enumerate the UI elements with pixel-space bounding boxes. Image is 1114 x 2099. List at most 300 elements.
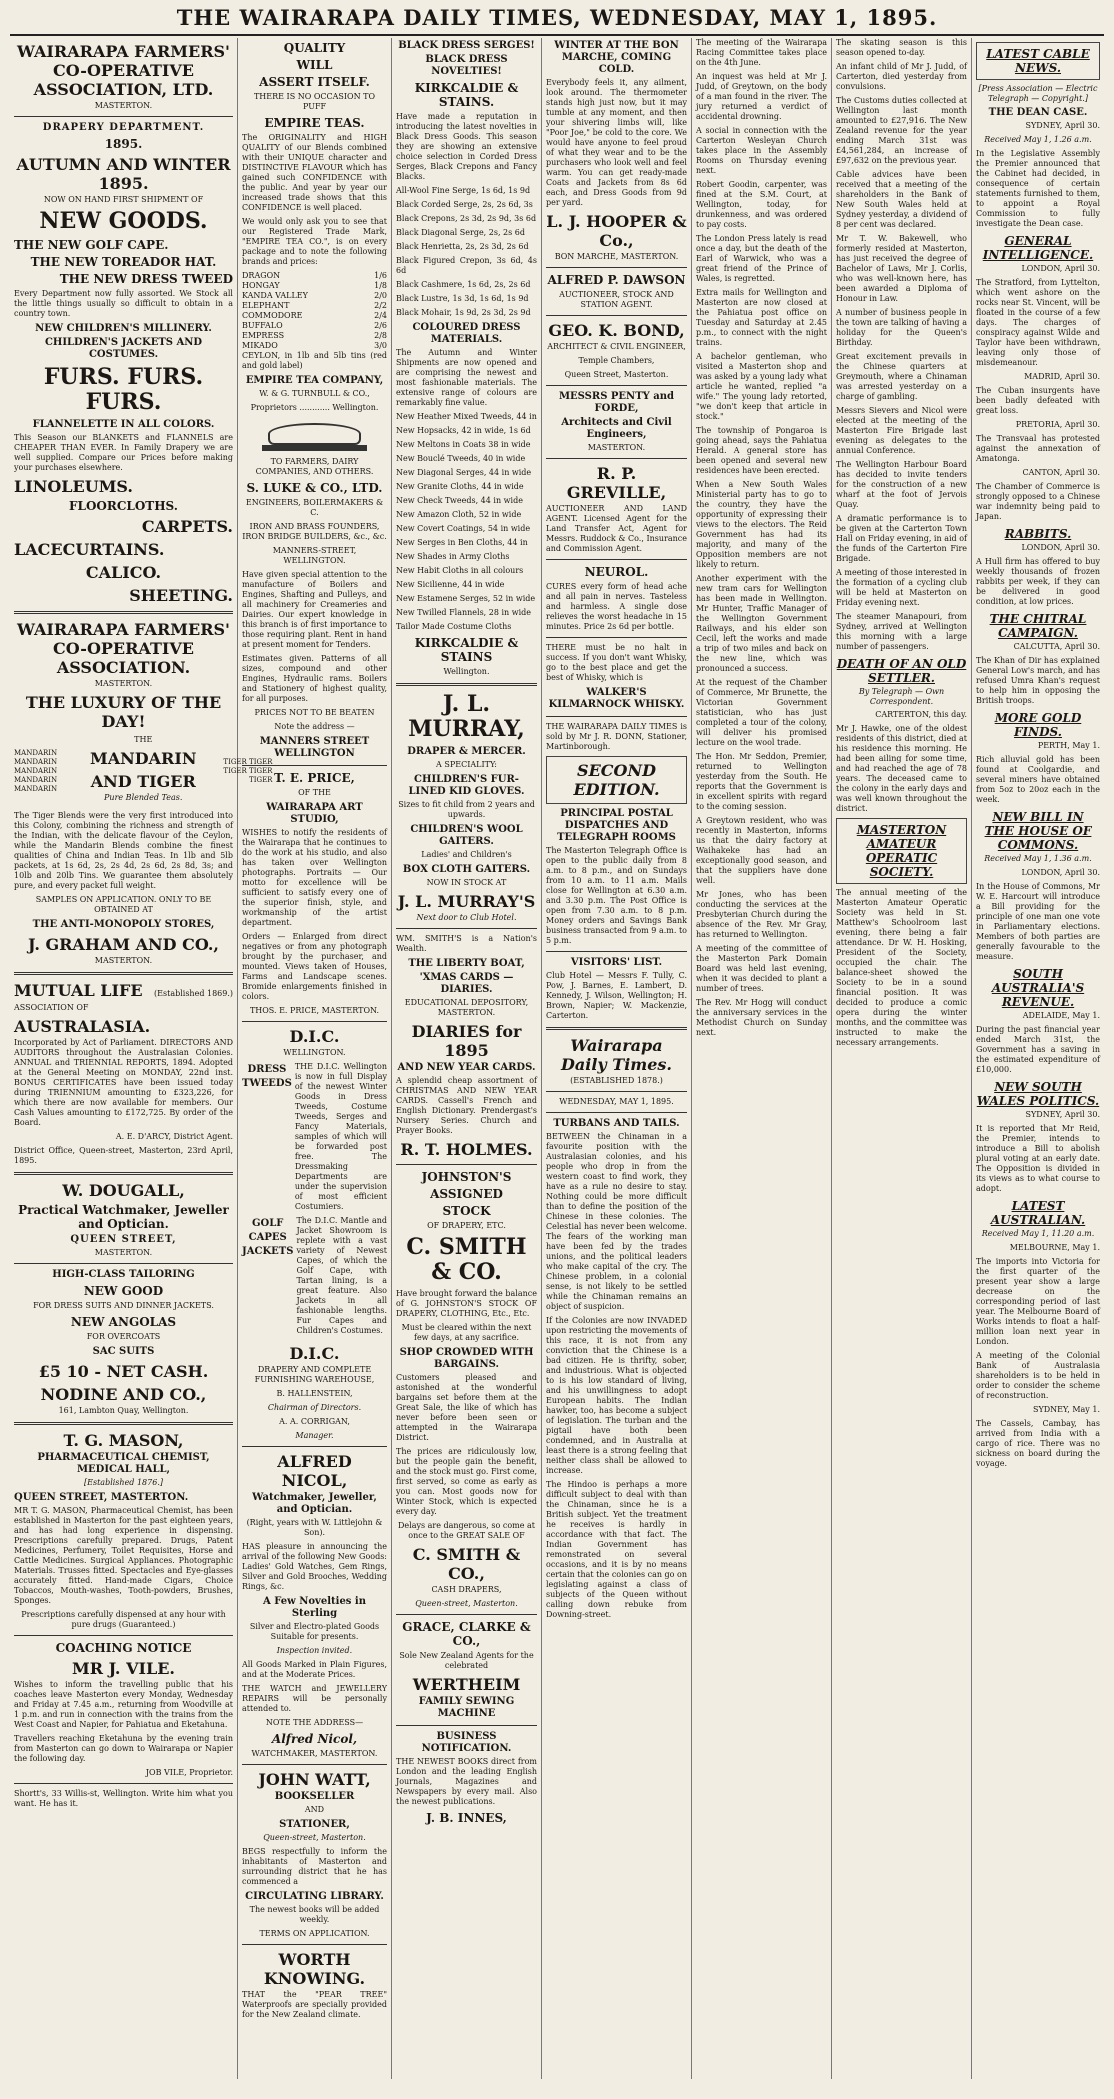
chitral-text: The Khan of Dir has explained General Low's march, and has refused Umra Khan's request to help him in opposing the British troops.: [976, 656, 1100, 705]
smith: C. SMITH & CO.: [406, 1234, 527, 1285]
antimonopoly: THE ANTI-MONOPOLY STORES,: [32, 919, 215, 930]
luxury: THE LUXURY OF THE DAY!: [25, 693, 222, 731]
death-head: DEATH OF AN OLD SETTLER.: [836, 657, 967, 685]
columns: [10, 38, 1104, 2079]
luke-engineers: ENGINEERS, BOILERMAKERS & C.: [245, 498, 384, 517]
luke-founders: IRON AND BRASS FOUNDERS, IRON BRIDGE BUILDERS, &c., &c.: [242, 522, 387, 541]
mason: T. G. MASON,: [63, 1431, 184, 1450]
tea-text: The Tiger Blends were the very first introduced into this Colony, combining the richness and strength of the Indian, with the delicate flavour of the Ceylon, while the Mandarin Blends combine the finest qualities of China and Indian Teas. In 1lb and 5lb packets, at 1s 6d, 2s, 2s 4d, 2s 6d, 2s 8d, 3s; and 10lb and 20lb Tins. We guarantee them absolutely pure, and every packet full weight.: [14, 811, 233, 890]
greville: R. P. GREVILLE,: [566, 464, 667, 502]
tea-price-row: KANDA VALLEY 2/0: [242, 291, 387, 300]
stock: STOCK: [442, 1204, 491, 1218]
millinery: NEW CHILDREN'S MILLINERY.: [35, 323, 212, 334]
tea-title: [90, 735, 196, 807]
news-item: Extra mails for Wellington and Masterton are now closed at the Pahiatua post office on Tuesday and Saturday at 2.45 p.m., to connect with the night trains.: [696, 288, 827, 347]
news-item: A number of business people in the town are talking of having a holiday for the Queen's Birthday.: [836, 308, 967, 347]
every-dept: Every Department now fully assorted. We Stock all the little things usually so difficult to obtain in a country town.: [14, 289, 233, 318]
assert: ASSERT ITSELF.: [259, 75, 370, 89]
col-list-13: New Estamene Serges, 52 in wide: [396, 594, 536, 603]
australasia: AUSTRALASIA.: [14, 1017, 151, 1036]
cable-sub: [Press Association — Electric Telegraph — Copyright.]: [978, 84, 1098, 103]
col-list-15: Tailor Made Costume Cloths: [396, 622, 512, 631]
newspaper-page: [10, 0, 1104, 2079]
will: WILL: [296, 58, 333, 72]
diaries: DIARIES for 1895: [411, 1022, 522, 1060]
col-list-4: New Diagonal Serges, 44 in wide: [396, 468, 532, 477]
news-item: The London Press lately is read once a day, but the death of the Earl of Warwick, who was a great friend of the Prince of Wales, is regretted.: [696, 234, 827, 283]
news-item: Messrs Sievers and Nicol were elected at the meeting of the Masterton Fire Brigade last evening as delegates to the annual Conference.: [836, 406, 967, 455]
divider: [396, 1164, 537, 1165]
innes: J. B. INNES,: [426, 1811, 507, 1825]
farmers-title: WAIRARAPA FARMERS' CO-OPERATIVE ASSOCIATION, LTD.: [17, 42, 230, 99]
samples: SAMPLES ON APPLICATION. ONLY TO BE OBTAINED AT: [35, 895, 212, 914]
dateline: ADELAIDE, May 1.: [1022, 1011, 1100, 1020]
dateline: SYDNEY, April 30.: [1025, 1110, 1100, 1119]
watt-text: BEGS respectfully to inform the inhabitants of Masterton and surrounding district that he has commenced a: [242, 1847, 387, 1886]
studio-text-2: Orders — Enlarged from direct negatives or from any photograph brought by the purchaser, and mounted. Views taken of Houses, Farms and Landscape scenes. Bromide enlargements finished in colors.: [242, 932, 387, 1001]
calico: CALICO.: [85, 563, 162, 582]
second-edition-box: [546, 756, 687, 804]
tea-price-row: DRAGON 1/6: [242, 271, 387, 280]
nodine: NODINE AND CO.,: [40, 1385, 207, 1404]
wertheim-sub: FAMILY SEWING MACHINE: [418, 1696, 515, 1719]
proprietors: Proprietors ............ Wellington.: [250, 403, 379, 412]
furs: FURS. FURS. FURS.: [43, 364, 204, 415]
luke-manners: MANNERS-STREET, WELLINGTON.: [272, 546, 357, 565]
kirkcaldie: KIRKCALDIE & STAINS.: [414, 81, 519, 109]
golf-text: The D.I.C. Mantle and Jacket Showroom is replete with a vast variety of Newest Capes, of which the Golf Cape, with Tartan lining, is a great feature. Also Jackets in all fashionable lengths. Fur Capes and Children's Costumes.: [296, 1216, 387, 1335]
library-text: The newest books will be added weekly.: [249, 1905, 380, 1924]
coloured-text: The Autumn and Winter Shipments are now opened and are comprising the newest and most fashionable materials. The extensive range of colours are remarkably fine value.: [396, 348, 537, 407]
dateline: SYDNEY, April 30.: [1025, 121, 1100, 130]
dougall-trade: Practical Watchmaker, Jeweller and Optician.: [18, 1203, 229, 1231]
sheeting: SHEETING.: [129, 586, 233, 605]
vile: MR J. VILE.: [72, 1659, 175, 1678]
nicol-sign-2: WATCHMAKER, MASTERTON.: [251, 1749, 378, 1758]
dateline: LONDON, April 30.: [1021, 868, 1100, 877]
tea-price-row: HONGAY 1/8: [242, 281, 387, 290]
season: AUTUMN AND WINTER 1895.: [16, 155, 231, 193]
empire-text: The ORIGINALITY and HIGH QUALITY of our Blends combined with their UNIQUE character and DISTINCTIVE FLAVOUR which has gained such CONFIDENCE with the public. And year by year our increased trade shows that this CONFIDENCE is well placed.: [242, 133, 387, 212]
cable-head-box: [976, 42, 1100, 80]
col-list-9: New Serges in Ben Cloths, 44 in: [396, 538, 528, 547]
neurol: NEUROL.: [584, 565, 649, 579]
tea-price-list: [242, 271, 387, 351]
ladies: Ladies' and Children's: [421, 850, 512, 859]
black-list-6: Black Cashmere, 1s 6d, 2s, 2s 6d: [396, 280, 531, 289]
inspection: Inspection invited.: [276, 1646, 353, 1655]
nicol-text: HAS pleasure in announcing the arrival of the following New Goods: Ladies' Gold Watches, Gem Rings, Silver and Gold Brooches, Wedding Rings, &c.: [242, 1542, 387, 1591]
graham: J. GRAHAM AND CO.,: [27, 935, 219, 954]
pear-tree: THAT the "PEAR TREE" Waterproofs are specially provided for the New Zealand climate.: [242, 1990, 387, 2019]
blended: Pure Blended Teas.: [104, 793, 183, 802]
mason-trade: PHARMACEUTICAL CHEMIST, MEDICAL HALL,: [37, 1452, 210, 1475]
divider: [546, 559, 687, 560]
floorcloths: FLOORCLOTHS.: [69, 499, 178, 513]
suit-price: £5 10 - NET CASH.: [38, 1362, 209, 1381]
divider: [14, 116, 233, 117]
news-item: Robert Goodin, carpenter, was fined at the S.M. Court, at Wellington, today, for drunkenness, and was ordered to pay costs.: [696, 180, 827, 229]
death-place: CARTERTON, this day.: [875, 710, 967, 719]
dateline: PERTH, May 1.: [1037, 741, 1100, 750]
farmers-place: MASTERTON.: [94, 101, 153, 110]
empire-co: EMPIRE TEA COMPANY,: [245, 375, 384, 386]
dateline: MELBOURNE, May 1.: [1009, 1243, 1100, 1252]
fur-gloves: CHILDREN'S FUR-LINED KID GLOVES.: [408, 774, 525, 797]
whisky: WALKER'S KILMARNOCK WHISKY.: [548, 687, 685, 710]
dateline: CALCUTTA, April 30.: [1013, 642, 1100, 651]
dic-place: WELLINGTON.: [283, 1048, 346, 1057]
cards-text: A splendid cheap assortment of CHRISTMAS AND NEW YEAR CARDS. Cassell's French and English Dictionary. Prendergast's Nursery Series. Church and Prayer Books.: [396, 1076, 537, 1135]
murray-2: J. L. MURRAY'S: [397, 892, 536, 911]
col-list-12: New Sicilienne, 44 in wide: [396, 580, 505, 589]
latest-text-2: A meeting of the Colonial Bank of Australasia shareholders is to be held in order to consider the scheme of reconstruction.: [976, 1351, 1100, 1400]
col-list-10: New Shades in Army Cloths: [396, 552, 510, 561]
library: CIRCULATING LIBRARY.: [245, 1891, 384, 1902]
diaries-sub: AND NEW YEAR CARDS.: [397, 1062, 536, 1073]
nicol: ALFRED NICOL,: [277, 1452, 352, 1490]
divider: [242, 1021, 387, 1022]
nodine-addr: 161, Lambton Quay, Wellington.: [58, 1406, 189, 1415]
divider: [546, 1091, 687, 1092]
queen-street: QUEEN STREET,: [70, 1234, 177, 1245]
news-item: A meeting of the committee of the Masterton Park Domain Board was held last evening, when it was decided to plant a number of trees.: [696, 944, 827, 993]
engine-illustration: [257, 417, 373, 453]
divider: [396, 1614, 537, 1615]
tea-price-row: ELEPHANT 2/2: [242, 301, 387, 310]
black-list-2: Black Crepons, 2s 3d, 2s 9d, 3s 6d: [396, 214, 537, 223]
of-the: OF THE: [298, 788, 331, 797]
nicol-addr: (Right, years with W. Littlejohn & Son).: [246, 1518, 383, 1537]
winter-text: Everybody feels it, any ailment, look around. The thermometer stands high just now, but it may tumble at any moment, and then your shivering limbs will, like "Poor Joe," be cold to the core. We would have anyone to feel proud of what they wear and to be the purchasers who look well and feel warm. You can get ready-made Coats and Jackets from 8s 6d each, and Dress Goods from 9d per yard.: [546, 78, 687, 207]
watt-street: Queen-street, Masterton.: [263, 1833, 366, 1842]
crowded: SHOP CROWDED WITH BARGAINS.: [399, 1347, 534, 1370]
col-list-8: New Covert Coatings, 54 in wide: [396, 524, 531, 533]
agent-office: District Office, Queen-street, Masterton, 23rd April, 1895.: [14, 1146, 233, 1165]
divider: [546, 637, 687, 638]
mutual-text: Incorporated by Act of Parliament. DIRECTORS AND AUDITORS throughout the Australasian Colonies. ANNUAL and TRIENNIAL REPORTS, 1894. Adopted at the General Meeting on MONDAY, 22nd inst. BONUS CERTIFICATES have been issued today during TRIENNIUM amounting to £323,226, for which there are now available for members. Our Cash Values amounting to £172,725. By order of the Board.: [14, 1038, 233, 1127]
nsw-text: It is reported that Mr Reid, the Premier, intends to introduce a Bill to abolish plural voting at an early date. The Opposition is divided in its views as to what course to adopt.: [976, 1124, 1100, 1193]
received: Received May 1, 11.20 a.m.: [981, 1229, 1095, 1238]
mason-street: QUEEN STREET, MASTERTON.: [14, 1492, 189, 1503]
divider: [546, 716, 687, 717]
pretoria-text: The Transvaal has protested against the annexation of Amatonga.: [976, 434, 1100, 463]
new-goods: NEW GOODS.: [39, 208, 208, 234]
news-item: The township of Pongaroa is going ahead, says the Pahiatua Herald. A general store has been opened and several new residences have been erected.: [696, 426, 827, 475]
draper-mercer: DRAPER & MERCER.: [407, 746, 526, 757]
dougall-place: MASTERTON.: [94, 1248, 153, 1257]
divider: [396, 928, 537, 929]
dic-2: D.I.C.: [289, 1344, 340, 1363]
and-label: AND: [304, 1805, 325, 1814]
tea-price-row: MIKADO 3/0: [242, 341, 387, 350]
golf-label: GOLF: [252, 1218, 284, 1229]
news-item: At the request of the Chamber of Commerce, Mr Brunette, the Victorian Government statistician, who has just completed a tour of the colony, will deliver his promised lecture on the wool trade.: [696, 678, 827, 747]
divider: [14, 1422, 233, 1425]
bookseller: BOOKSELLER: [274, 1791, 355, 1802]
divider: [14, 972, 233, 975]
johnston: JOHNSTON'S: [421, 1170, 512, 1184]
divider: [14, 1172, 233, 1175]
carpets: CARPETS.: [141, 517, 233, 536]
black-list-1: Black Corded Serge, 2s, 2s 6d, 3s: [396, 200, 533, 209]
col-list-14: New Twilled Flannels, 28 in wide: [396, 608, 532, 617]
operatic-box: [836, 818, 967, 884]
news-item: Mr Jones, who has been conducting the services at the Presbyterian Church during the absence of the Rev. Mr Gray, has returned to Wellington.: [696, 890, 827, 939]
operatic-text: The annual meeting of the Masterton Amateur Operatic Society was held in St. Matthew's Schoolroom last evening, there being a fair attendance. Dr W. H. Hosking, President of the Society, occupied the chair. The balance-sheet showed the Society to be in a sound financial position. It was decided to produce a comic opera during the winter months, and the committee was instructed to make the necessary arrangements.: [836, 888, 967, 1047]
customers: Customers pleased and astonished at the wonderful bargains set before them at the Great Sale, the like of which has never before been seen or attempted in the Wairarapa District.: [396, 1373, 537, 1442]
empire-text-2: We would only ask you to see that our Registered Trade Mark, "EMPIRE TEA CO.", is on every package and to note the following brands and prices:: [242, 217, 387, 266]
madrid-text: The Cuban insurgents have been badly defeated with great loss.: [976, 386, 1100, 415]
dateline: MADRID, April 30.: [1024, 372, 1100, 381]
bond: GEO. K. BOND,: [548, 321, 685, 340]
bon-marche: BON MARCHE, MASTERTON.: [554, 252, 679, 261]
dateline: CANTON, April 30.: [1022, 468, 1100, 477]
nicol-trade: Watchmaker, Jeweller, and Optician.: [252, 1492, 377, 1515]
dawson: ALFRED P. DAWSON: [547, 273, 686, 287]
general-text: The Stratford, from Lyttelton, which went ashore on the rocks near St. Vincent, will be floated in the course of a few days. The charges of conspiracy against Wilde and Taylor have been withdrawn, leaving only those of misdemeanour.: [976, 278, 1100, 367]
second-edition: SECOND EDITION.: [573, 761, 660, 799]
column-6: [832, 38, 972, 2079]
business: BUSINESS NOTIFICATION.: [421, 1731, 512, 1754]
col-list-3: New Bouclé Tweeds, 40 in wide: [396, 454, 526, 463]
death-text: Mr J. Hawke, one of the oldest residents of this district, died at his residence this morning. He had been ailing for some time, and had reached the age of 78 years. The deceased came to the colony in the early days and was well known throughout the district.: [836, 724, 967, 813]
news-item: A dramatic performance is to be given at the Carterton Town Hall on Friday evening, in aid of the funds of the Carterton Fire Brigade.: [836, 514, 967, 563]
dress-suits: FOR DRESS SUITS AND DINNER JACKETS.: [33, 1301, 214, 1310]
visitors-text: Club Hotel — Messrs F. Tully, C. Pow, J. Barnes, E. Lambert, D. Kennedy, J. Wilson, Wellington; H. Brown, Napier; W. Mackenzie, Carterton.: [546, 971, 687, 1020]
whisky-text: THERE must be no halt in success. If you don't want Whisky, go to the best place and get the best of Whisky, which is: [546, 643, 687, 682]
manager: Manager.: [295, 1431, 334, 1440]
golf-capes-label: [242, 1216, 293, 1340]
rabbits-text: A Hull firm has offered to buy weekly thousands of frozen rabbits per week, if they can be delivered in good condition, at low prices.: [976, 557, 1100, 606]
masthead: THE WAIRARAPA DAILY TIMES, WEDNESDAY, MAY 1, 1895.: [10, 0, 1104, 36]
divider: [546, 267, 687, 268]
news-item: The Hon. Mr Seddon, Premier, returned to Wellington yesterday from the South. He reports that the Government is in excellent spirits with regard to the coming session.: [696, 752, 827, 811]
children-jackets: CHILDREN'S JACKETS AND COSTUMES.: [44, 337, 203, 360]
visitors: VISITORS' LIST.: [570, 957, 663, 968]
general-head: GENERAL INTELLIGENCE.: [982, 234, 1094, 262]
divider: [14, 611, 233, 614]
prices-text: The prices are ridiculously low, but the people gain the benefit, and the stock must go. First come, first served, so come as early as you can. Most goods now for Winter Stock, which is expected every day.: [396, 1447, 537, 1516]
kirkcaldie-2: KIRKCALDIE & STAINS: [414, 636, 519, 664]
terms: TERMS ON APPLICATION.: [259, 1929, 370, 1938]
dean-text: In the Legislative Assembly the Premier announced that the Cabinet had decided, in consequence of certain statements furnished to them, to appoint a Royal Commission to fully investigate the Dean case.: [976, 149, 1100, 228]
tea-price-row: BUFFALO 2/6: [242, 321, 387, 330]
next-door: Next door to Club Hotel.: [416, 913, 517, 922]
empire-teas: EMPIRE TEAS.: [264, 116, 365, 130]
below-cost: PRICES NOT TO BE BEATEN: [254, 708, 375, 717]
liberty-boat: THE LIBERTY BOAT,: [408, 958, 525, 969]
divider: [546, 315, 687, 316]
sydney2-text: The Cassels, Cambay, has arrived from India with a cargo of rice. There was no sickness on board during the voyage.: [976, 1419, 1100, 1468]
death-sub: By Telegraph — Own Correspondent.: [858, 687, 945, 706]
neurol-text: CURES every form of head ache and all pain in nerves. Tasteless and harmless. A single dose relieves the worst headache in 15 minutes. Price 2s 6d per bottle.: [546, 582, 687, 631]
divider: [396, 1725, 537, 1726]
news-item: The meeting of the Wairarapa Racing Committee takes place on the 4th June.: [696, 38, 827, 67]
angolas: NEW ANGOLAS: [70, 1315, 177, 1329]
drapery-etc: OF DRAPERY, ETC.: [427, 1221, 506, 1230]
greville-text: AUCTIONEER AND LAND AGENT. Licensed Agent for the Land Transfer Act, Agent for Messrs. Ruddock & Co., Insurance and Commission Agent.: [546, 504, 687, 553]
black-list-0: All-Wool Fine Serge, 1s 6d, 1s 9d: [396, 186, 531, 195]
news-item: Mr T. W. Bakewell, who formerly resided at Masterton, has just received the degree of Bachelor of Laws, Mr J. Corlis, who was well-known here, has been awarded a Diploma of Honour in Law.: [836, 234, 967, 303]
tea-price-row: EMPRESS 2/8: [242, 331, 387, 340]
assigned: ASSIGNED: [430, 1187, 503, 1201]
bill-head: NEW BILL IN THE HOUSE OF COMMONS.: [984, 810, 1092, 852]
dress-tweeds-label: [242, 1062, 292, 1216]
tea-side-right: TIGER TIGER TIGER TIGER TIGER: [223, 757, 273, 784]
col-list-11: New Habit Cloths in all colours: [396, 566, 524, 575]
watt: JOHN WATT,: [258, 1770, 371, 1789]
black-serges: BLACK DRESS SERGES!: [398, 40, 535, 51]
dic: D.I.C.: [289, 1027, 340, 1046]
no-occasion: THERE IS NO OCCASION TO PUFF: [253, 92, 376, 111]
bond-street: Queen Street, Masterton.: [564, 370, 669, 379]
manners-address: MANNERS STREET WELLINGTON: [259, 736, 370, 759]
vile-sign: JOB VILE, Proprietor.: [145, 1768, 233, 1777]
prescriptions: Prescriptions carefully dispensed at any hour with pure drugs (Guaranteed.): [21, 1610, 226, 1629]
wool-gaiters: CHILDREN'S WOOL GAITERS.: [410, 824, 523, 847]
graham-place: MASTERTON.: [94, 956, 153, 965]
black-list-7: Black Lustre, 1s 3d, 1s 6d, 1s 9d: [396, 294, 529, 303]
smith-street: Queen-street, Masterton.: [415, 1599, 518, 1608]
penty: MESSRS PENTY and FORDE,: [558, 391, 674, 414]
luke: S. LUKE & CO., LTD.: [246, 481, 383, 495]
turbans-text-2: If the Colonies are now INVADED upon restricting the movements of this race, it is not from any conviction that the Chinese is a bad citizen. He is thrifty, sober, and industrious. What is objected to is his low standard of living, and his unwillingness to adopt European habits. The Indian hawker, too, has become a subject of legislation. The turban and the pigtail have both been condemned, and in Australia at least there is a strong feeling that neither class shall be allowed to increase.: [546, 1316, 687, 1475]
vile-text: Wishes to inform the travelling public that his coaches leave Masterton every Monday, Wednesday and Friday at 7.45 a.m., returning from Woodville at 1 p.m. and run in connection with the trains from the West Coast and Napier, for Pahiatua and Eketahuna.: [14, 1680, 233, 1729]
black-list-4: Black Henrietta, 2s, 2s 3d, 2s 6d: [396, 242, 529, 251]
jackets-label: JACKETS: [242, 1246, 294, 1257]
agent: A. E. D'ARCY, District Agent.: [115, 1132, 233, 1141]
col-list-6: New Check Tweeds, 44 in wide: [396, 496, 523, 505]
year: 1895.: [104, 137, 143, 151]
turbans-text-3: The Hindoo is perhaps a more difficult subject to deal with than the Chinaman, since he is a British subject. Yet the treatment he receives is hardly in accordance with that fact. The Indian Government has remonstrated on several occasions, and it is by no means certain that the colonies can go on legislating against a class of subjects of the Queen without calling down rebuke from Downing-street.: [546, 1480, 687, 1619]
operatic-head: MASTERTON AMATEUR OPERATIC SOCIETY.: [856, 823, 947, 879]
nsw-head: NEW SOUTH WALES POLITICS.: [976, 1080, 1100, 1108]
col-list-7: New Amazon Cloth, 52 in wide: [396, 510, 522, 519]
cash-drapers: CASH DRAPERS,: [431, 1585, 502, 1594]
capes-label: CAPES: [248, 1232, 287, 1243]
golf-capes-block: [242, 1216, 387, 1340]
dawson-trade: AUCTIONEER, STOCK AND STATION AGENT.: [559, 290, 674, 309]
divider: [242, 1764, 387, 1765]
penty-trade: Architects and Civil Engineers,: [561, 417, 672, 440]
paper-title: Wairarapa Daily Times.: [561, 1036, 672, 1074]
chairman: Chairman of Directors.: [267, 1403, 362, 1412]
paper-date: WEDNESDAY, MAY 1, 1895.: [559, 1097, 674, 1106]
news-item: An infant child of Mr J. Judd, of Carterton, died yesterday from convulsions.: [836, 62, 967, 91]
mutual-established: (Established 1869.): [154, 989, 233, 998]
turbans: TURBANS AND TAILS.: [553, 1118, 680, 1129]
mason-text: MR T. G. MASON, Pharmaceutical Chemist, has been established in Masterton for the past eighteen years, and has had long experience in dispensing. Prescriptions carefully prepared. Drugs, Patent Medicines, Perfumery, Toilet Requisites, Horse and Cattle Medicines. Surgical Appliances. Photographic Materials. Trusses fitted. Spectacles and Eye-glasses accurately fitted. Hand-made Cigars, Choice Tobaccos, Mouth-washes, Tooth-powders, Brushes, Sponges.: [14, 1506, 233, 1605]
divider: [14, 1783, 233, 1784]
novelties: A Few Novelties in Sterling: [263, 1596, 366, 1619]
ceylon: CEYLON, in 1lb and 5lb tins (red and gold label): [242, 351, 387, 370]
glove-sizes: Sizes to fit child from 2 years and upwards.: [398, 800, 535, 819]
price-addr: THOS. E. PRICE, MASTERTON.: [249, 1006, 380, 1015]
mutual-header: [14, 981, 233, 1003]
hallenstein: B. HALLENSTEIN,: [276, 1389, 353, 1398]
news-item: The skating season is this season opened to-day.: [836, 38, 967, 57]
telegram-text: The Masterton Telegraph Office is open to the public daily from 8 a.m. to 8 p.m., and on Sundays from 10 a.m. to 11 a.m. Mails close for Wellington at 6.30 a.m. and 3.30 p.m. The Post Office is open from 7.30 a.m. to 8 p.m. Money orders and Savings Bank business transacted from 9 a.m. to 5 p.m.: [546, 846, 687, 945]
travellers: Travellers reaching Eketahuna by the evening train from Masterton can go down to Wairarapa or Napier the following day.: [14, 1734, 233, 1763]
dress-tweed: THE NEW DRESS TWEED: [59, 272, 233, 286]
grace-sub: Sole New Zealand Agents for the celebrated: [399, 1651, 534, 1670]
now-on-hand: NOW ON HAND FIRST SHIPMENT OF: [43, 195, 204, 204]
news-item: Cable advices have been received that a meeting of the shareholders in the Bank of New South Wales held at Sydney yesterday, a dividend of 8 per cent was declared.: [836, 170, 967, 229]
linoleums: LINOLEUMS.: [14, 477, 133, 496]
coloured: COLOURED DRESS MATERIALS.: [412, 322, 521, 345]
mutual: MUTUAL LIFE: [14, 981, 143, 1000]
news-item: A bachelor gentleman, who visited a Masterton shop and was asked by a young lady what article he wanted, replied "a wife." The young lady retorted, "we don't keep that article in stock.": [696, 352, 827, 421]
sac-suits: SAC SUITS: [92, 1346, 155, 1357]
col-list-1: New Hopsacks, 42 in wide, 1s 6d: [396, 426, 531, 435]
tweeds-label: TWEEDS: [242, 1078, 292, 1089]
grace-clarke: GRACE, CLARKE & CO.,: [402, 1620, 531, 1648]
black-novelties: BLACK DRESS NOVELTIES!: [425, 54, 508, 77]
gold-head: MORE GOLD FINDS.: [994, 711, 1082, 739]
divider: [546, 1112, 687, 1113]
repairs: THE WATCH and JEWELLERY REPAIRS will be personally attended to.: [242, 1684, 387, 1713]
price-te: T. E. PRICE,: [274, 771, 355, 785]
nicol-sign: Alfred Nicol,: [271, 1732, 358, 1746]
column-3: [392, 38, 542, 2079]
dougall: W. DOUGALL,: [62, 1181, 185, 1200]
divider: [546, 1027, 687, 1030]
news-item: Another experiment with the new tram cars for Wellington has been made in Wellington. Mr Hunter, Traffic Manager of the Wellington Government Railways, and his elder son Cecil, left the works and made a trip of two miles and back on the new line, which was pronounced a success.: [696, 574, 827, 673]
tea-side-left: MANDARIN MANDARIN MANDARIN MANDARIN MANDARIN: [14, 748, 58, 793]
smith-2: C. SMITH & CO.,: [412, 1545, 521, 1583]
divider: [14, 1635, 233, 1636]
col-list-2: New Meltons in Coats 38 in wide: [396, 440, 531, 449]
note-addr: NOTE THE ADDRESS—: [265, 1718, 364, 1727]
news-item: The Rev. Mr Hogg will conduct the anniversary services in the Methodist Church on Sunday next.: [696, 998, 827, 1037]
bond-chambers: Temple Chambers,: [578, 356, 655, 365]
hooper: L. J. HOOPER & Co.,: [546, 212, 687, 250]
news-item: An inquest was held at Mr J. Judd, of Greytown, on the body of a man found in the river. The jury returned a verdict of accidental drowning.: [696, 72, 827, 121]
farmers-title-2: WAIRARAPA FARMERS' CO-OPERATIVE ASSOCIATION.: [17, 620, 230, 677]
dateline: SYDNEY, May 1.: [1032, 1405, 1100, 1414]
drapery-complete: DRAPERY AND COMPLETE FURNISHING WAREHOUSE,: [254, 1365, 375, 1384]
kirk-text: Have made a reputation in introducing the latest novelties in Black Dress Goods. This season they are showing an extensive choice selection in Corded Dress Serges, Black Crepons and Fancy Blacks.: [396, 112, 537, 181]
divider: [546, 385, 687, 386]
paper-established: (ESTABLISHED 1878.): [570, 1076, 663, 1085]
association: ASSOCIATION OF: [14, 1003, 89, 1012]
note-address: Note the address —: [274, 722, 355, 731]
penty-place: MASTERTON.: [587, 443, 646, 452]
mandarin: MANDARIN: [90, 749, 197, 768]
dean-case: THE DEAN CASE.: [988, 107, 1088, 118]
cable-head: LATEST CABLE NEWS.: [986, 47, 1090, 75]
divider: [14, 1263, 233, 1264]
column-4: [542, 38, 692, 2079]
news-item: The Wellington Harbour Board has decided to invite tenders for the construction of a new wharf at the foot of Jervois Quay.: [836, 460, 967, 509]
quality: QUALITY: [283, 41, 346, 55]
black-list-8: Black Mohair, 1s 9d, 2s 3d, 2s 9d: [396, 308, 531, 317]
book-text: THE NEWEST BOOKS direct from London and the leading English Journals, Magazines and Newspapers by every mail. Also the newest publications.: [396, 1757, 537, 1806]
luke-text: Have given special attention to the manufacture of Boilers and Engines, Shafting and Pulleys, and all machinery for Creameries and Dairies. Our expert knowledge in this branch is of first importance to those requiring plant. Rent in hand at present moment for Tenders.: [242, 570, 387, 649]
column-5: [692, 38, 832, 2079]
new-good: NEW GOOD: [83, 1284, 164, 1298]
divider: [546, 458, 687, 459]
news-item: A meeting of those interested in the formation of a cycling club will be held at Masterton on Friday evening next.: [836, 568, 967, 607]
kirk-wellington: Wellington.: [443, 667, 490, 676]
holmes: R. T. HOLMES.: [400, 1140, 533, 1159]
received: Received May 1, 1.36 a.m.: [984, 854, 1092, 863]
the-label: THE: [134, 735, 153, 744]
column-7: [972, 38, 1104, 2079]
news-item: When a New South Wales Ministerial party has to go to the country, they have the opportunity of expressing their views to the electors. The Reid Government has had its majority, and many of the Opposition members are not likely to return.: [696, 480, 827, 569]
murray: J. L. MURRAY,: [408, 691, 525, 742]
